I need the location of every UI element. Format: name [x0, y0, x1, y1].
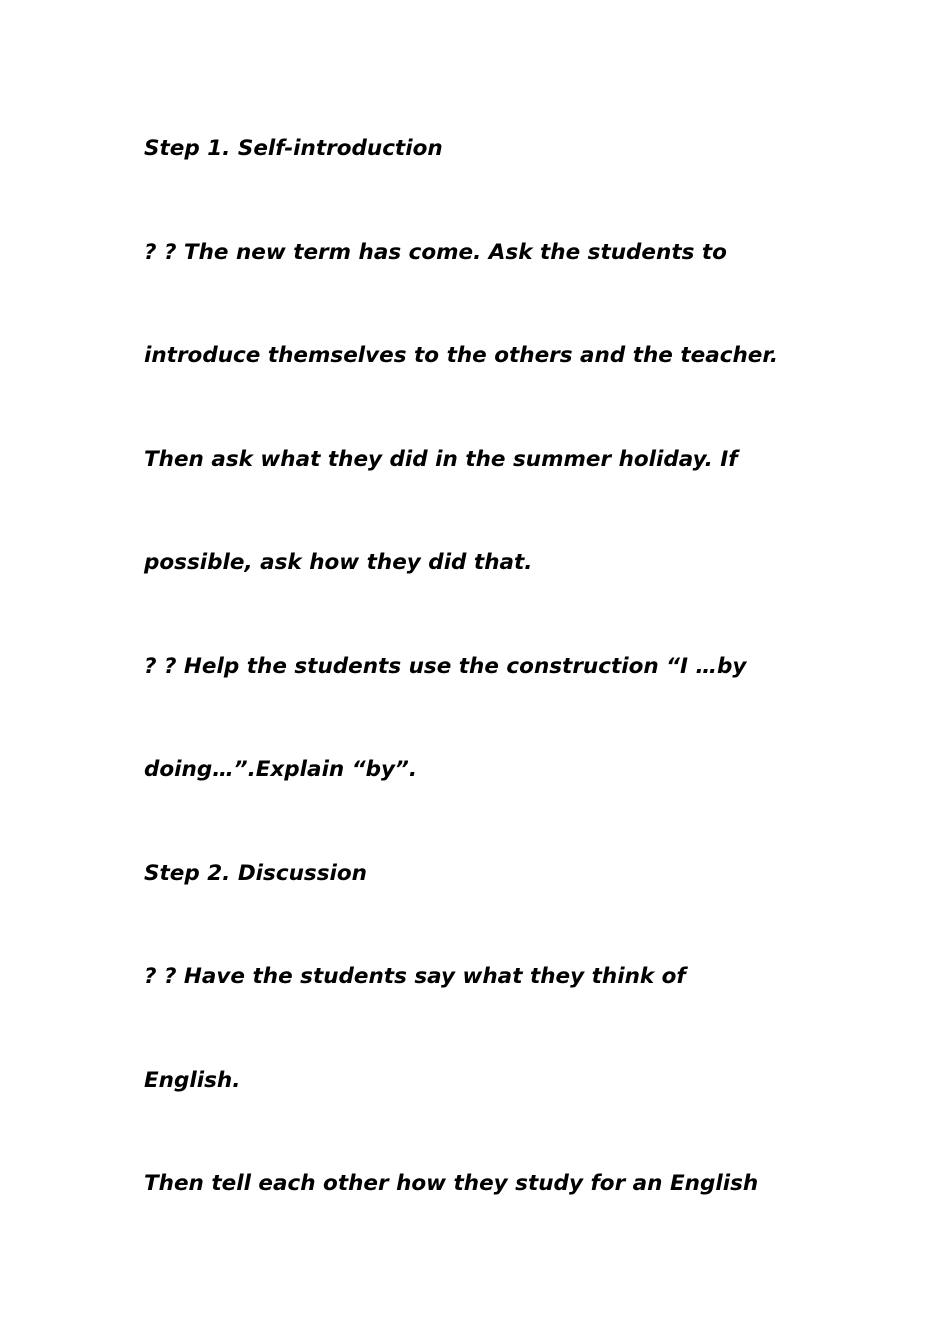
paragraph-line: ? ? Help the students use the construction “I …by [144, 654, 747, 679]
paragraph-line: Then ask what they did in the summer holiday. If [144, 447, 738, 472]
step-2-heading: Step 2. Discussion [144, 861, 367, 886]
paragraph-line: ? ? The new term has come. Ask the students to [144, 240, 727, 265]
paragraph-line: possible, ask how they did that. [144, 550, 533, 575]
paragraph-line: English. [144, 1068, 241, 1093]
paragraph-line: Then tell each other how they study for an English [144, 1171, 759, 1196]
paragraph-line: ? ? Have the students say what they think of [144, 964, 686, 989]
paragraph-line: introduce themselves to the others and the teacher. [144, 343, 779, 368]
paragraph-line: doing…”.Explain “by”. [144, 757, 417, 782]
step-1-heading: Step 1. Self-introduction [144, 136, 443, 161]
